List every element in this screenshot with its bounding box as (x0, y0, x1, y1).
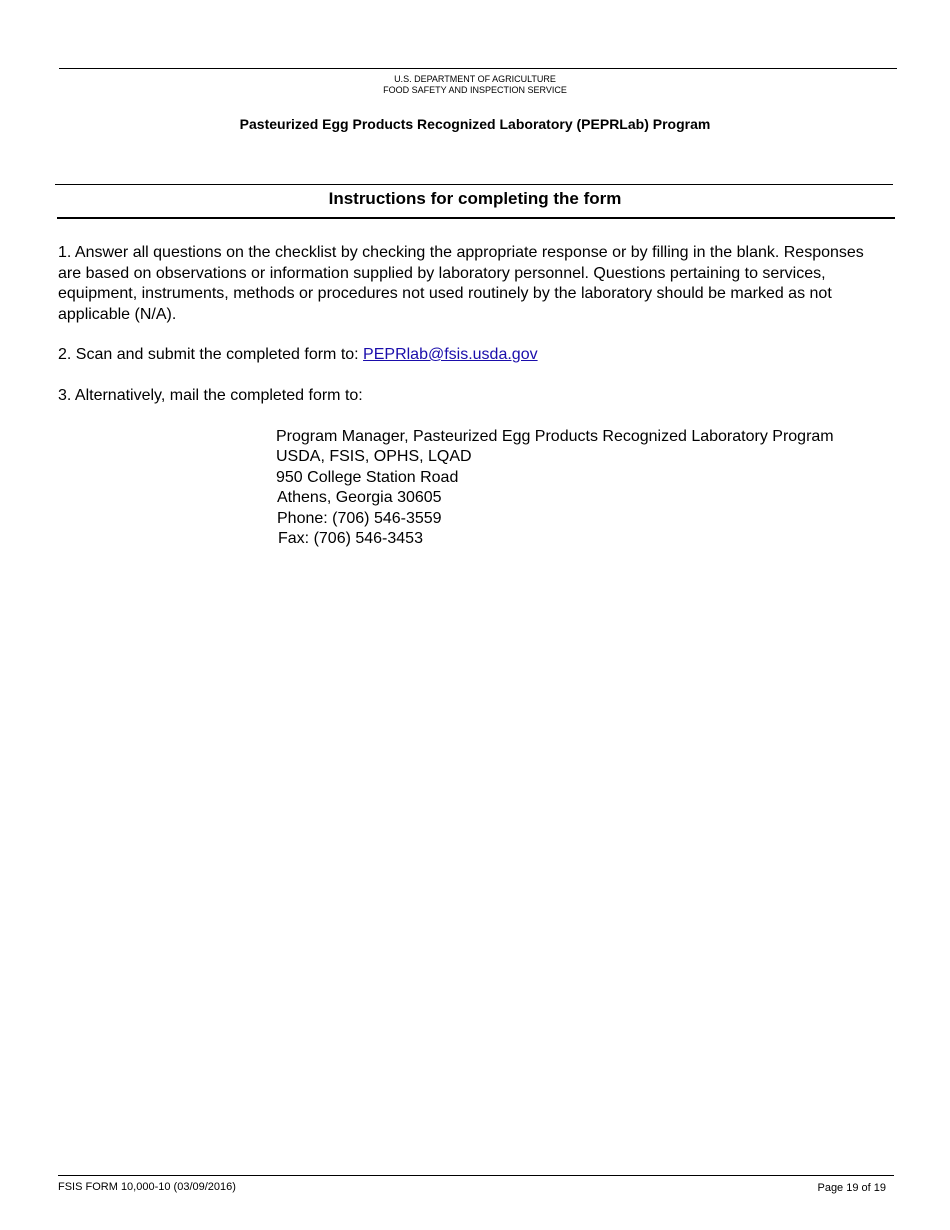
agency-name-line1: U.S. DEPARTMENT OF AGRICULTURE (394, 74, 556, 84)
address-phone: Phone: (706) 546-3559 (277, 510, 442, 527)
instruction-item-2-text: 2. Scan and submit the completed form to: (58, 346, 364, 363)
address-city-state: Athens, Georgia 30605 (277, 489, 442, 506)
form-identifier: FSIS FORM 10,000-10 (03/09/2016) (58, 1181, 236, 1193)
instruction-item-1: 1. Answer all questions on the checklist by checking the appropriate response or by filling in the blank. Responses are based on observations or information supplied by laboratory personnel. Questions pertaining to services, equipment, instruments, methods or procedures not used routinely by the laboratory should be marked as not applicable (N/A). (58, 244, 864, 323)
footer-rule (58, 1175, 894, 1176)
section-title: Instructions for completing the form (328, 189, 622, 208)
address-recipient: Program Manager, Pasteurized Egg Products Recognized Laboratory Program (276, 428, 834, 445)
instruction-item-2 (58, 345, 888, 366)
section-bottom-rule (57, 217, 895, 219)
program-title: Pasteurized Egg Products Recognized Laboratory (PEPRLab) Program (239, 116, 711, 132)
instruction-item-3: 3. Alternatively, mail the completed form to: (58, 387, 363, 404)
address-fax: Fax: (706) 546-3453 (278, 530, 423, 547)
address-street: 950 College Station Road (276, 469, 459, 486)
header-top-rule (59, 68, 897, 69)
section-top-rule (55, 184, 893, 185)
agency-name-line2: FOOD SAFETY AND INSPECTION SERVICE (383, 85, 567, 95)
page-number: Page 19 of 19 (817, 1182, 886, 1194)
email-link[interactable]: PEPRlab@fsis.usda.gov (363, 346, 538, 363)
address-department: USDA, FSIS, OPHS, LQAD (276, 448, 472, 465)
